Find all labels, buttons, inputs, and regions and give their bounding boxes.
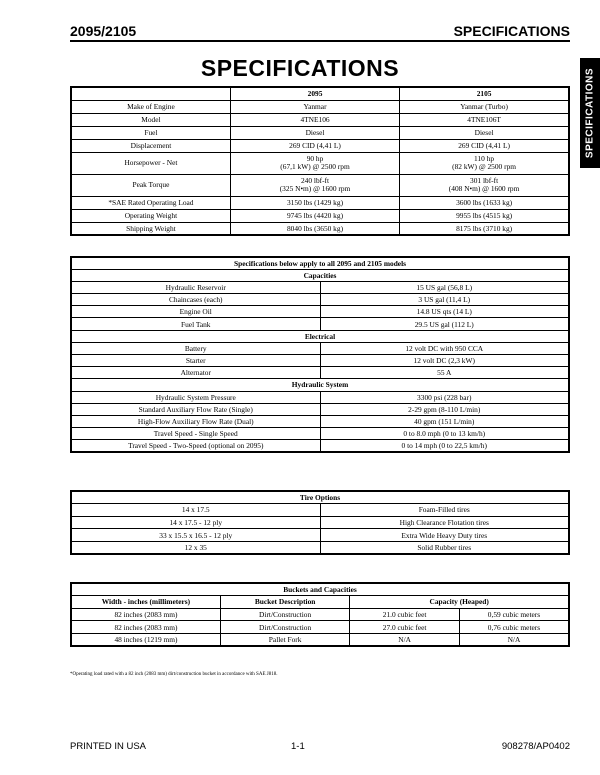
spec-label: Starter xyxy=(71,355,320,367)
table-row xyxy=(71,306,569,318)
tire-type: High Clearance Flotation tires xyxy=(320,516,569,529)
bucket-capacity-m: 0,76 cubic meters xyxy=(459,621,569,634)
section-heading-electrical: Electrical xyxy=(71,330,569,342)
table-row xyxy=(71,621,569,634)
section-heading-capacities: Capacities xyxy=(71,269,569,281)
spec-label: Engine Oil xyxy=(71,306,320,318)
spec-value-line: (82 kW) @ 2500 rpm xyxy=(452,162,517,171)
table-row xyxy=(71,367,569,379)
spec-value-2105 xyxy=(400,174,569,196)
table-header-row xyxy=(71,87,569,100)
table-row xyxy=(71,152,569,174)
table-title: Specifications below apply to all 2095 and 2105 models xyxy=(71,257,569,269)
spec-label: *SAE Rated Operating Load xyxy=(71,196,230,209)
spec-value: 3 US gal (11,4 L) xyxy=(320,294,569,306)
spec-label: Horsepower - Net xyxy=(71,152,230,174)
table-row xyxy=(71,126,569,139)
table-row xyxy=(71,113,569,126)
tire-size: 12 x 35 xyxy=(71,541,320,554)
spec-value-2105: 9955 lbs (4515 kg) xyxy=(400,209,569,222)
spec-label: Model xyxy=(71,113,230,126)
tire-size: 14 x 17.5 - 12 ply xyxy=(71,516,320,529)
page-number: 1-1 xyxy=(291,741,305,752)
spec-value-2105: Diesel xyxy=(400,126,569,139)
table-row xyxy=(71,633,569,646)
tire-type: Solid Rubber tires xyxy=(320,541,569,554)
spec-value-line: 110 hp xyxy=(474,153,495,163)
buckets-table xyxy=(70,582,570,647)
spec-value-2105: 269 CID (4,41 L) xyxy=(400,139,569,152)
spec-label: Battery xyxy=(71,342,320,354)
header-model: 2095/2105 xyxy=(70,23,137,39)
bucket-capacity-m: 0,59 cubic meters xyxy=(459,608,569,621)
table-row xyxy=(71,516,569,529)
header-section: SPECIFICATIONS xyxy=(453,23,570,39)
spec-value-line: 301 lbf-ft xyxy=(470,175,499,185)
bucket-width: 82 inches (2083 mm) xyxy=(71,621,220,634)
spec-label: Shipping Weight xyxy=(71,222,230,235)
table-row xyxy=(71,504,569,517)
footer-printed: PRINTED IN USA xyxy=(70,741,147,752)
table-row xyxy=(71,294,569,306)
document-number: 908278/AP0402 xyxy=(501,741,570,752)
side-tab-label: SPECIFICATIONS xyxy=(584,67,596,159)
table-row xyxy=(71,174,569,196)
spec-value-2105 xyxy=(400,152,569,174)
tire-size: 14 x 17.5 xyxy=(71,504,320,517)
table-row xyxy=(71,196,569,209)
header-capacity: Capacity (Heaped) xyxy=(350,596,569,609)
spec-label: Alternator xyxy=(71,367,320,379)
spec-value-line: (325 N•m) @ 1600 rpm xyxy=(279,184,351,193)
spec-value-2105: 4TNE106T xyxy=(400,113,569,126)
spec-label: Travel Speed - Two-Speed (optional on 2095) xyxy=(71,440,320,452)
table-row xyxy=(71,440,569,452)
spec-label: Hydraulic System Pressure xyxy=(71,391,320,403)
spec-value-2095: 3150 lbs (1429 kg) xyxy=(230,196,399,209)
table-title: Buckets and Capacities xyxy=(71,583,569,596)
spec-value: 29.5 US gal (112 L) xyxy=(320,318,569,330)
spec-value-2095: 269 CID (4,41 L) xyxy=(230,139,399,152)
spec-value-2105: Yanmar (Turbo) xyxy=(400,100,569,113)
spec-value: 2-29 gpm (8-110 L/min) xyxy=(320,403,569,415)
engine-specs-table xyxy=(70,86,570,236)
table-row xyxy=(71,403,569,415)
spec-value: 0 to 14 mph (0 to 22,5 km/h) xyxy=(320,440,569,452)
bucket-description: Pallet Fork xyxy=(220,633,349,646)
table-row xyxy=(71,209,569,222)
spec-label: Travel Speed - Single Speed xyxy=(71,428,320,440)
spec-value-line: (408 N•m) @ 1600 rpm xyxy=(448,184,520,193)
bucket-description: Dirt/Construction xyxy=(220,608,349,621)
bucket-capacity-ft: N/A xyxy=(350,633,460,646)
bucket-capacity-ft: 27.0 cubic feet xyxy=(350,621,460,634)
table-row xyxy=(71,318,569,330)
table-header-row xyxy=(71,596,569,609)
spec-value-2095: 9745 lbs (4420 kg) xyxy=(230,209,399,222)
table-row xyxy=(71,281,569,293)
table-row xyxy=(71,355,569,367)
table-row xyxy=(71,391,569,403)
spec-value: 12 volt DC (2,3 kW) xyxy=(320,355,569,367)
spec-value-2095 xyxy=(230,174,399,196)
header-width: Width - inches (millimeters) xyxy=(71,596,220,609)
header-cell-2095: 2095 xyxy=(230,87,399,100)
table-row xyxy=(71,428,569,440)
bucket-capacity-ft: 21.0 cubic feet xyxy=(350,608,460,621)
spec-label: Operating Weight xyxy=(71,209,230,222)
tire-type: Foam-Filled tires xyxy=(320,504,569,517)
table-row xyxy=(71,529,569,542)
bucket-width: 82 inches (2083 mm) xyxy=(71,608,220,621)
spec-label: Standard Auxiliary Flow Rate (Single) xyxy=(71,403,320,415)
tire-type: Extra Wide Heavy Duty tires xyxy=(320,529,569,542)
header-description: Bucket Description xyxy=(220,596,349,609)
header-cell-blank xyxy=(71,87,230,100)
spec-label: Fuel xyxy=(71,126,230,139)
spec-value-line: 240 lbf-ft xyxy=(300,175,330,185)
page-header xyxy=(70,22,570,42)
spec-label: Chaincases (each) xyxy=(71,294,320,306)
tire-size: 33 x 15.5 x 16.5 - 12 ply xyxy=(71,529,320,542)
section-heading-hydraulic: Hydraulic System xyxy=(71,379,569,391)
bucket-width: 48 inches (1219 mm) xyxy=(71,633,220,646)
tire-options-table xyxy=(70,490,570,555)
spec-value-2095: 8040 lbs (3650 kg) xyxy=(230,222,399,235)
spec-value-line: (67,1 kW) @ 2500 rpm xyxy=(280,162,350,171)
bucket-description: Dirt/Construction xyxy=(220,621,349,634)
header-cell-2105: 2105 xyxy=(400,87,569,100)
common-specs-table xyxy=(70,256,570,453)
spec-value: 40 gpm (151 L/min) xyxy=(320,415,569,427)
spec-value: 0 to 8.0 mph (0 to 13 km/h) xyxy=(320,428,569,440)
spec-label: Fuel Tank xyxy=(71,318,320,330)
spec-value: 12 volt DC with 950 CCA xyxy=(320,342,569,354)
table-row xyxy=(71,139,569,152)
table-row xyxy=(71,100,569,113)
spec-value: 14.8 US qts (14 L) xyxy=(320,306,569,318)
spec-label: Displacement xyxy=(71,139,230,152)
spec-label: High-Flow Auxiliary Flow Rate (Dual) xyxy=(71,415,320,427)
table-row xyxy=(71,541,569,554)
spec-value-line: 90 hp xyxy=(306,153,324,163)
table-row xyxy=(71,608,569,621)
spec-value: 15 US gal (56,8 L) xyxy=(320,281,569,293)
bucket-capacity-m: N/A xyxy=(459,633,569,646)
table-row xyxy=(71,415,569,427)
spec-value: 55 A xyxy=(320,367,569,379)
spec-value-2095 xyxy=(230,152,399,174)
spec-label: Peak Torque xyxy=(71,174,230,196)
spec-value-2095: 4TNE106 xyxy=(230,113,399,126)
footnote: *Operating load rated with a 82 inch (2083 mm) dirt/construction bucket in accordance with SAE J818. xyxy=(70,672,278,677)
page-title: SPECIFICATIONS xyxy=(200,55,400,81)
spec-value-2105: 8175 lbs (3710 kg) xyxy=(400,222,569,235)
spec-value-2095: Diesel xyxy=(230,126,399,139)
spec-value: 3300 psi (228 bar) xyxy=(320,391,569,403)
table-row xyxy=(71,222,569,235)
spec-label: Make of Engine xyxy=(71,100,230,113)
spec-label: Hydraulic Reservoir xyxy=(71,281,320,293)
table-title: Tire Options xyxy=(71,491,569,504)
table-row xyxy=(71,342,569,354)
spec-value-2105: 3600 lbs (1633 kg) xyxy=(400,196,569,209)
spec-value-2095: Yanmar xyxy=(230,100,399,113)
